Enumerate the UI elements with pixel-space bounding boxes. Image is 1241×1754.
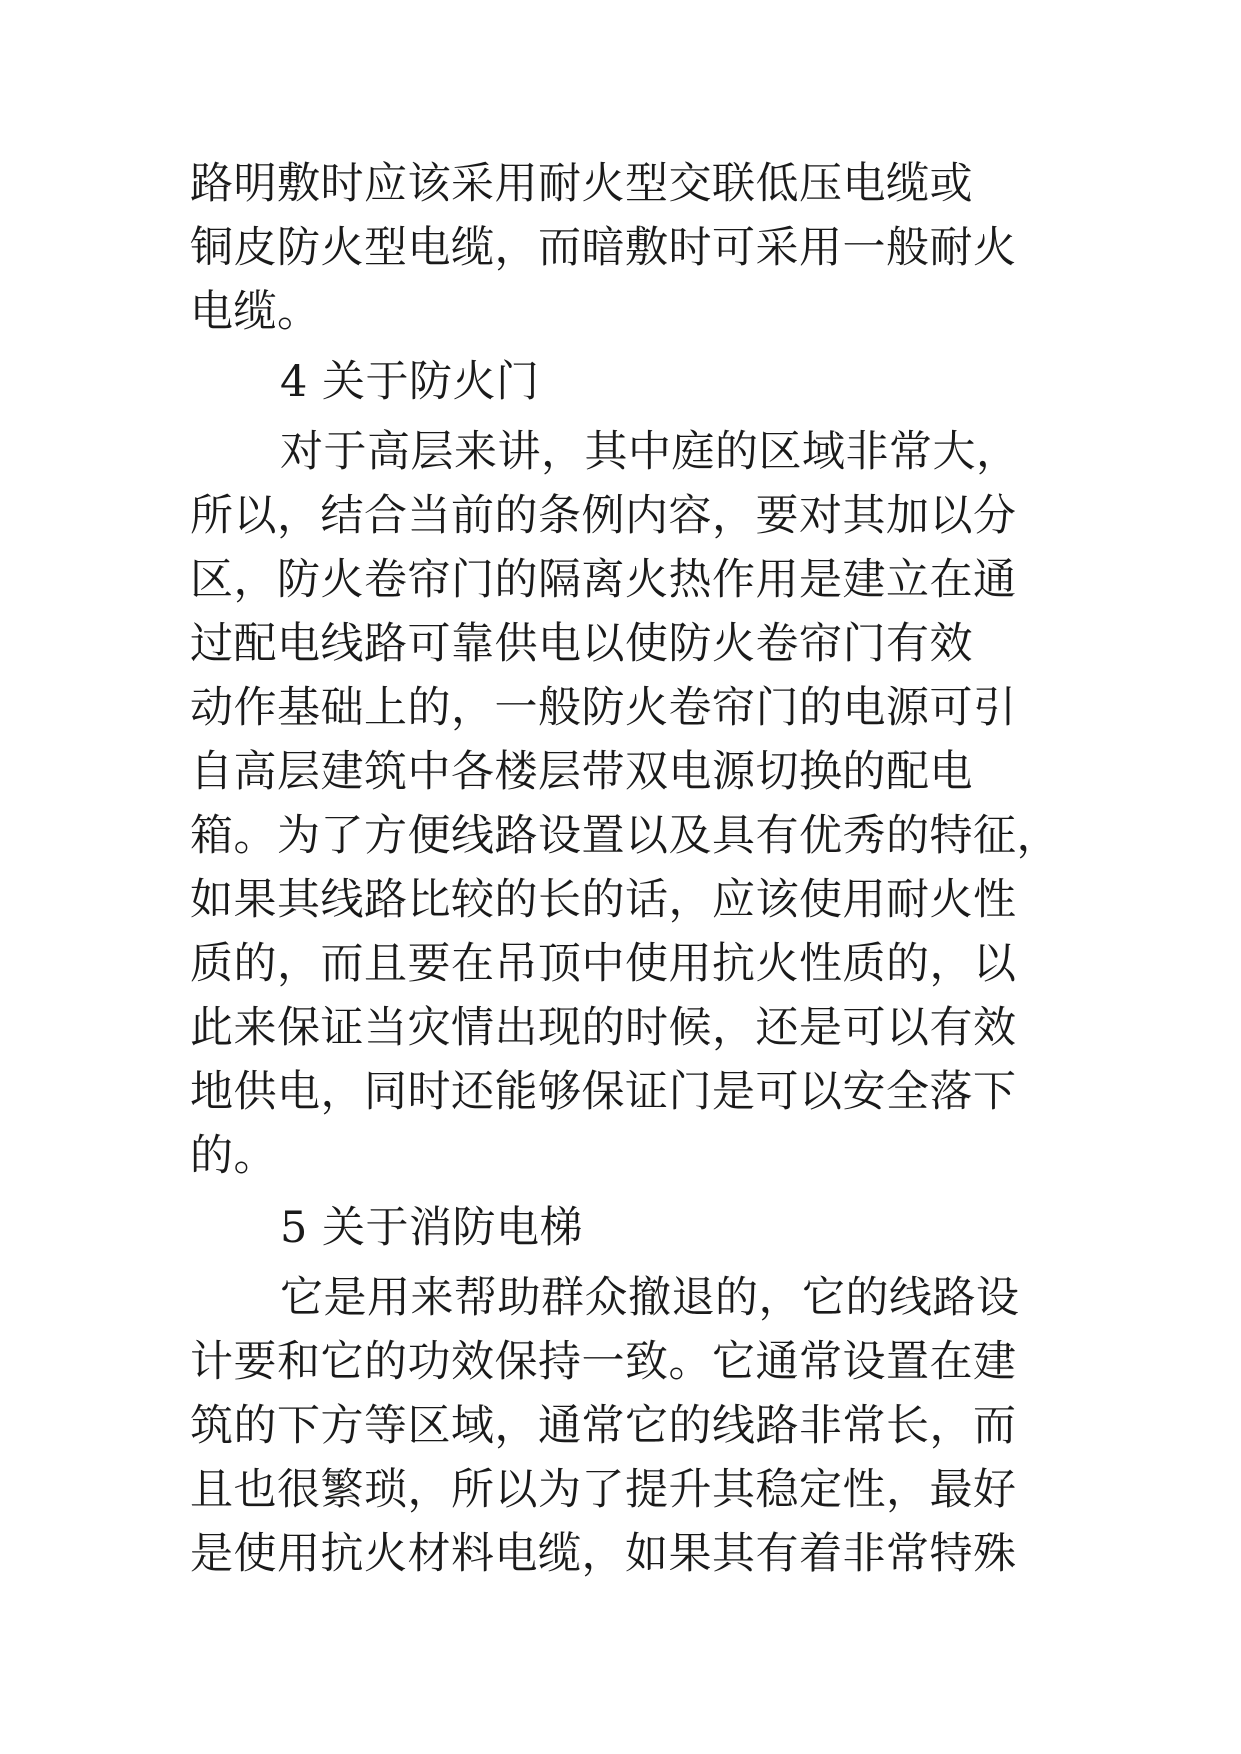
text-line: 电缆。 bbox=[190, 287, 321, 337]
text-line: 自高层建筑中各楼层带双电源切换的配电 bbox=[190, 747, 973, 797]
text-line: 的。 bbox=[190, 1131, 277, 1181]
text-line: 所以，结合当前的条例内容，要对其加以分 bbox=[190, 491, 1017, 541]
text-line: 地供电，同时还能够保证门是可以安全落下 bbox=[190, 1067, 1017, 1117]
text-line: 过配电线路可靠供电以使防火卷帘门有效 bbox=[190, 619, 973, 669]
text-line: 质的，而且要在吊顶中使用抗火性质的，以 bbox=[190, 939, 1017, 989]
section-heading: 5 关于消防电梯 bbox=[280, 1203, 584, 1253]
text-line: 动作基础上的，一般防火卷帘门的电源可引 bbox=[190, 683, 1017, 733]
text-line: 它是用来帮助群众撤退的，它的线路设 bbox=[280, 1273, 1020, 1323]
text-line: 且也很繁琐，所以为了提升其稳定性，最好 bbox=[190, 1465, 1017, 1515]
text-line: 箱。为了方便线路设置以及具有优秀的特征， bbox=[190, 811, 1060, 861]
text-line: 如果其线路比较的长的话，应该使用耐火性 bbox=[190, 875, 1017, 925]
text-line: 铜皮防火型电缆，而暗敷时可采用一般耐火 bbox=[190, 223, 1017, 273]
text-line: 是使用抗火材料电缆，如果其有着非常特殊 bbox=[190, 1529, 1017, 1579]
section-heading: 4 关于防火门 bbox=[280, 357, 540, 407]
text-line: 此来保证当灾情出现的时候，还是可以有效 bbox=[190, 1003, 1017, 1053]
text-line: 筑的下方等区域，通常它的线路非常长，而 bbox=[190, 1401, 1017, 1451]
text-line: 区，防火卷帘门的隔离火热作用是建立在通 bbox=[190, 555, 1017, 605]
text-line: 计要和它的功效保持一致。它通常设置在建 bbox=[190, 1337, 1017, 1387]
text-line: 对于高层来讲，其中庭的区域非常大， bbox=[280, 427, 1020, 477]
text-line: 路明敷时应该采用耐火型交联低压电缆或 bbox=[190, 159, 973, 209]
